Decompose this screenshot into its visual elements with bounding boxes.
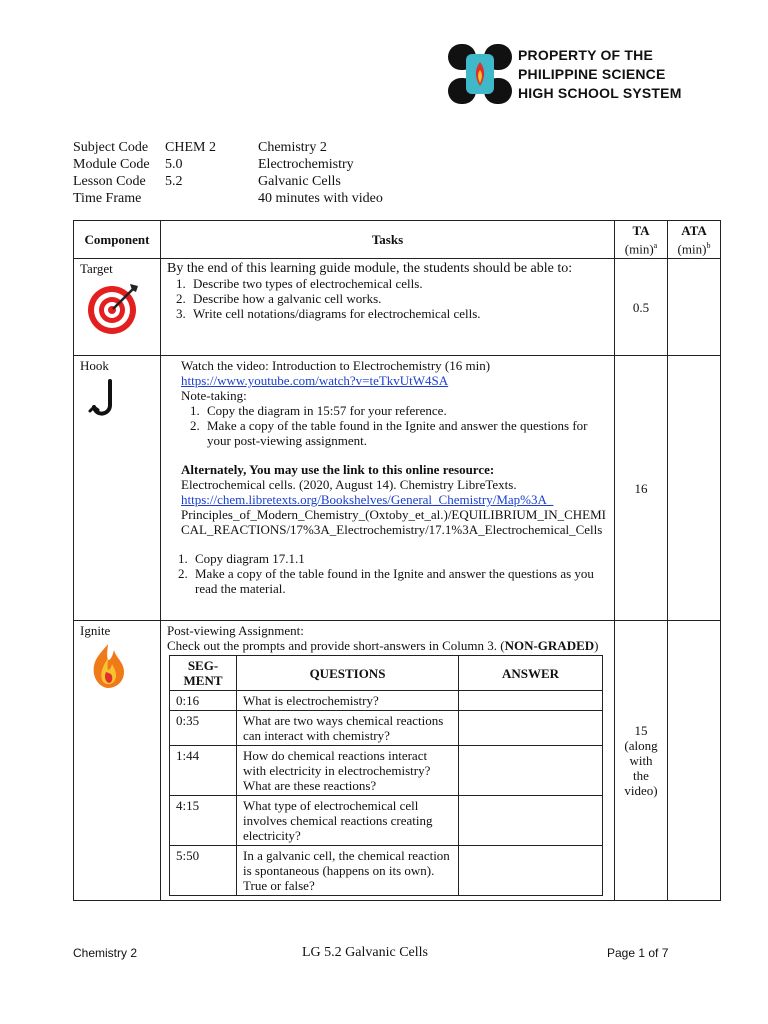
ignite-ta: 15 (along with the video) <box>615 621 668 901</box>
hook-row <box>74 356 721 621</box>
target-row <box>74 259 721 356</box>
question-cell: What are two ways chemical reactions can interact with chemistry? <box>237 711 459 746</box>
property-notice <box>518 46 738 103</box>
questions-table <box>169 655 603 896</box>
info-row <box>73 156 383 173</box>
info-value: 40 minutes with video <box>258 191 383 206</box>
header-tasks: Tasks <box>161 221 615 259</box>
hook-ta: 16 <box>615 356 668 621</box>
info-code: 5.2 <box>165 174 183 189</box>
hook-watch: Watch the video: Introduction to Electrochemistry (16 min) <box>181 358 491 374</box>
list-item: 1. Copy diagram 17.1.1 <box>191 551 608 566</box>
hook-list <box>181 403 608 448</box>
header-questions: QUESTIONS <box>237 656 459 691</box>
hook-component-cell <box>74 356 161 621</box>
info-row <box>73 139 383 156</box>
info-code: 5.0 <box>165 157 183 172</box>
footer-subject: Chemistry 2 <box>73 946 138 960</box>
footer-page-number: Page 1 of 7 <box>607 946 669 960</box>
list-item: 3. Write cell notations/diagrams for electrochemical cells. <box>189 306 608 321</box>
info-code: CHEM 2 <box>165 140 216 155</box>
segment-cell: 1:44 <box>170 746 237 796</box>
header-answer: ANSWER <box>459 656 603 691</box>
ignite-label: Ignite <box>80 623 111 639</box>
answer-cell[interactable] <box>459 711 603 746</box>
libretexts-path: Principles_of_Modern_Chemistry_(Oxtoby_et_al.)/EQUILIBRIUM_IN_CHEMICAL_REACTIONS/17%3A_Electrochemistry/17.1%3A_Electrochemical_Cells <box>181 507 606 538</box>
learning-guide-table <box>73 220 721 901</box>
header-ata-label: ATA <box>681 223 707 238</box>
info-label: Lesson Code <box>73 174 146 189</box>
fire-icon <box>86 642 130 690</box>
answer-cell[interactable] <box>459 796 603 846</box>
pshs-logo-icon <box>448 44 512 104</box>
ignite-component-cell <box>74 621 161 901</box>
info-row <box>73 190 383 207</box>
fishing-hook-icon <box>86 377 126 421</box>
header-segment: SEG-MENT <box>170 656 237 691</box>
segment-cell: 5:50 <box>170 846 237 896</box>
table-row <box>170 796 603 846</box>
segment-cell: 0:16 <box>170 691 237 711</box>
property-line: PHILIPPINE SCIENCE <box>518 66 666 82</box>
hook-note: Note-taking: <box>181 388 247 404</box>
header-ata-sup: b <box>706 241 711 250</box>
citation: Electrochemical cells. (2020, August 14). Chemistry LibreTexts. <box>181 477 517 493</box>
youtube-link[interactable]: https://www.youtube.com/watch?v=teTkvUtW4SA <box>181 373 449 389</box>
target-intro: By the end of this learning guide module, the students should be able to: <box>167 261 573 277</box>
ignite-tasks-cell <box>161 621 615 901</box>
question-cell: In a galvanic cell, the chemical reaction is spontaneous (happens on its own). True or false? <box>237 846 459 896</box>
table-row <box>170 846 603 896</box>
list-item: 2. Make a copy of the table found in the Ignite and answer the questions for your post-viewing assignment. <box>203 418 608 448</box>
info-label: Time Frame <box>73 191 142 206</box>
property-line: HIGH SCHOOL SYSTEM <box>518 85 682 101</box>
info-value: Galvanic Cells <box>258 174 341 189</box>
ignite-line1: Post-viewing Assignment: <box>167 623 304 639</box>
answer-cell[interactable] <box>459 691 603 711</box>
alt-heading: Alternately, You may use the link to this online resource: <box>181 462 495 478</box>
info-code <box>165 190 258 207</box>
hook-label: Hook <box>80 358 109 374</box>
target-ta: 0.5 <box>615 259 668 356</box>
info-label: Subject Code <box>73 140 149 155</box>
answer-cell[interactable] <box>459 746 603 796</box>
lesson-info <box>73 139 383 207</box>
ignite-line2 <box>167 638 608 653</box>
info-value: Chemistry 2 <box>258 140 327 155</box>
question-cell: What type of electrochemical cell involves chemical reactions creating electricity? <box>237 796 459 846</box>
info-row <box>73 173 383 190</box>
libretexts-link[interactable]: https://chem.libretexts.org/Bookshelves/General_Chemistry/Map%3A_ <box>181 492 554 508</box>
list-item: 1. Copy the diagram in 15:57 for your reference. <box>203 403 608 418</box>
list-item: 2. Describe how a galvanic cell works. <box>189 291 608 306</box>
hook-list-2 <box>169 551 608 596</box>
hook-ata <box>668 356 721 621</box>
table-row <box>170 711 603 746</box>
list-item: 1. Describe two types of electrochemical cells. <box>189 276 608 291</box>
target-list <box>167 276 608 321</box>
answer-cell[interactable] <box>459 846 603 896</box>
question-cell: What is electrochemistry? <box>237 691 459 711</box>
header-ata-unit: (min) <box>677 241 707 257</box>
property-line: PROPERTY OF THE <box>518 47 653 63</box>
header-ta-label: TA <box>632 223 650 238</box>
table-row <box>170 746 603 796</box>
info-label: Module Code <box>73 157 150 172</box>
header-ta <box>615 221 668 259</box>
footer-lesson: LG 5.2 Galvanic Cells <box>302 945 428 960</box>
ignite-row <box>74 621 721 901</box>
questions-header-row <box>170 656 603 691</box>
ignite-line2-bold: NON-GRADED <box>504 638 595 654</box>
target-ata <box>668 259 721 356</box>
table-row <box>170 691 603 711</box>
header-ta-sup: a <box>653 241 658 250</box>
ignite-line2-end: ) <box>594 638 599 654</box>
target-icon <box>86 280 142 336</box>
info-value: Electrochemistry <box>258 157 354 172</box>
header-ta-unit: (min) <box>624 241 654 257</box>
target-label: Target <box>80 261 113 277</box>
target-tasks-cell <box>161 259 615 356</box>
target-component-cell <box>74 259 161 356</box>
table-header-row <box>74 221 721 259</box>
ignite-line2-text: Check out the prompts and provide short-answers in Column 3. ( <box>167 638 505 654</box>
ignite-ata <box>668 621 721 901</box>
segment-cell: 4:15 <box>170 796 237 846</box>
hook-tasks-cell <box>161 356 615 621</box>
list-item: 2. Make a copy of the table found in the Ignite and answer the questions as you read the material. <box>191 566 608 596</box>
question-cell: How do chemical reactions interact with electricity in electrochemistry? What are these reactions? <box>237 746 459 796</box>
header-ata <box>668 221 721 259</box>
header-component: Component <box>74 221 161 259</box>
segment-cell: 0:35 <box>170 711 237 746</box>
